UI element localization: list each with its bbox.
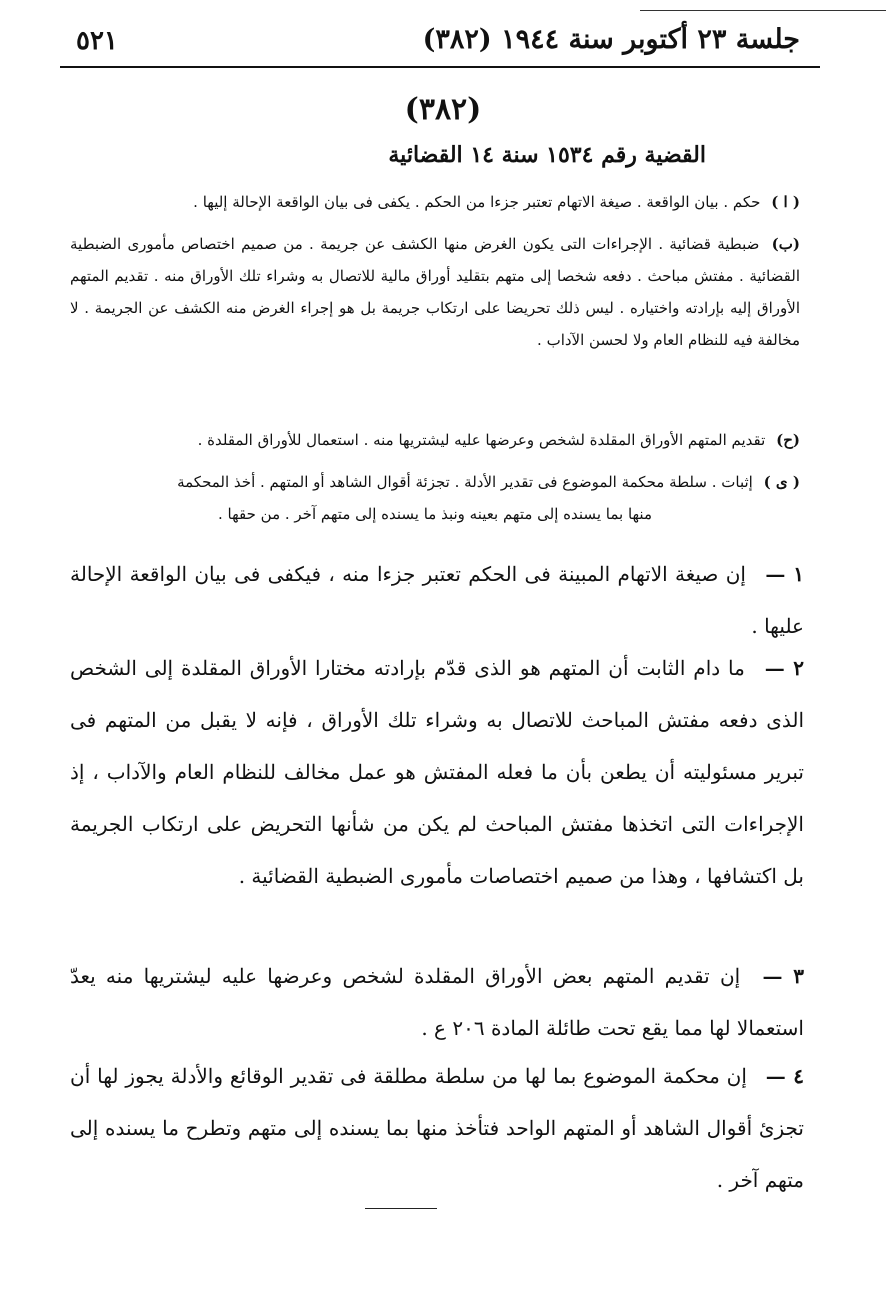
summary-text: حكم . بيان الواقعة . صيغة الاتهام تعتبر جزءا من الحكم . يكفى فى بيان الواقعة الإحالة إليها . [193,193,761,211]
ruling-paragraph [70,548,804,652]
summary-text: ضبطية قضائية . الإجراءات التى يكون الغرض منها الكشف عن جريمة . من صميم اختصاص مأمورى الضبطية القضائية . مفتش مباحث . دفعه شخصا إلى متهم بتقليد أوراق مالية للاتصال به وشراء تلك الأوراق منه . تقديم المتهم الأوراق إليه بإرادته واختياره . ليس ذلك تحريضا على ارتكاب جريمة بل هو إجراء الغرض منه الكشف عن الجريمة . لا مخالفة فيه للنظام العام ولا لحسن الآداب . [70,235,800,349]
paragraph-text: إن صيغة الاتهام المبينة فى الحكم تعتبر جزءا منه ، فيكفى فى بيان الواقعة الإحالة عليها . [70,562,804,638]
top-edge-rule [640,10,886,11]
summary-item [70,466,800,530]
ruling-paragraph [70,1050,804,1206]
ruling-paragraph [70,642,804,902]
summary-marker: (ح) [776,431,800,449]
paragraph-text: ما دام الثابت أن المتهم هو الذى قدّم بإرادته مختارا الأوراق المقلدة إلى الشخص الذى دفعه مفتش المباحث للاتصال به وشراء تلك الأوراق ، فإنه لا يقبل من المتهم فى تبرير مسئوليته أن يطعن بأن ما فعله المفتش هو عمل مخالف للنظام العام والآداب ، إذ الإجراءات التى اتخذها مفتش المباحث لم يكن من شأنها التحريض على ارتكاب الجريمة بل اكتشافها ، وهذا من صميم اختصاصات مأمورى الضبطية القضائية . [70,656,804,888]
summary-item [70,186,800,218]
summary-text: تقديم المتهم الأوراق المقلدة لشخص وعرضها عليه ليشتريها منه . استعمال للأوراق المقلدة . [197,431,766,449]
summary-marker: ( ى ) [763,473,800,491]
summary-item [70,424,800,456]
summary-item [70,228,800,356]
paragraph-number: ٢ — [764,656,804,680]
header-rule [60,66,820,68]
page-header [60,22,820,68]
end-rule [365,1208,437,1209]
summary-marker: (ب) [771,235,800,253]
paragraph-number: ٤ — [765,1064,804,1088]
case-number: (٣٨٢) [404,92,482,127]
running-title: جلسة ٢٣ أكتوبر سنة ١٩٤٤ (٣٨٢) [422,24,800,55]
summary-text: إثبات . سلطة محكمة الموضوع فى تقدير الأدلة . تجزئة أقوال الشاهد أو المتهم . أخذ المحكمة [177,473,753,491]
ruling-paragraph [70,950,804,1054]
paragraph-text: إن محكمة الموضوع بما لها من سلطة مطلقة فى تقدير الوقائع والأدلة يجوز لها أن تجزئ أقوال الشاهد أو المتهم الواحد فتأخذ منها بما يسنده إلى متهم وتطرح ما يسنده إلى متهم آخر . [70,1064,804,1192]
paragraph-text: إن تقديم المتهم بعض الأوراق المقلدة لشخص وعرضها عليه ليشتريها منه يعدّ استعمالا لها مما يقع تحت طائلة المادة ٢٠٦ ع . [70,964,804,1040]
paragraph-number: ٣ — [762,964,805,988]
summary-marker: ( ا ) [771,193,800,211]
case-title: القضية رقم ١٥٣٤ سنة ١٤ القضائية [388,142,706,168]
summary-text-end: منها بما يسنده إلى متهم بعينه ونبذ ما يسنده إلى متهم آخر . من حقها . [218,505,652,523]
page-number: ٥٢١ [76,26,118,56]
paragraph-number: ١ — [765,562,804,586]
